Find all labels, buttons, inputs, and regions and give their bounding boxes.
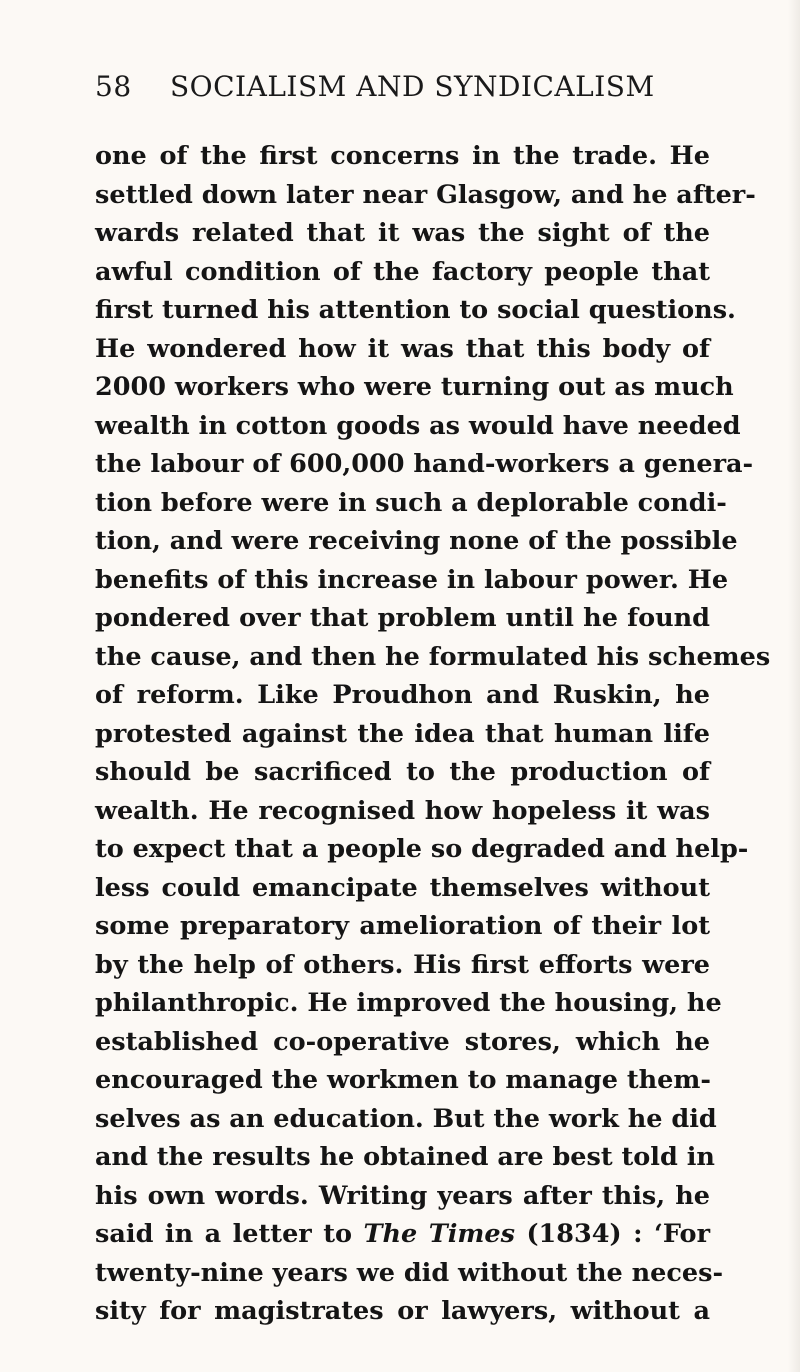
text-line: less could emancipate themselves without: [95, 872, 710, 903]
text-line: encouraged the workmen to manage them-: [95, 1065, 711, 1095]
text-line: protested against the idea that human life: [95, 718, 710, 749]
text-line: the labour of 600,000 hand-workers a genera-: [95, 449, 754, 479]
text-line: wealth in cotton goods as would have needed: [95, 410, 741, 441]
text-line: his own words. Writing years after this, he: [95, 1180, 710, 1211]
text-line: philanthropic. He improved the housing, he: [95, 988, 722, 1018]
text-line: one of the first concerns in the trade. He: [95, 141, 710, 171]
body-text: [95, 137, 771, 1331]
page-edge-shadow: [788, 0, 800, 1372]
text-line-with-citation: [95, 1215, 710, 1254]
text-line: tion before were in such a deplorable condi-: [95, 487, 727, 518]
text-fragment: (1834) : ‘For: [514, 1219, 711, 1249]
text-line: twenty-nine years we did without the neces-: [95, 1257, 724, 1288]
text-line: to expect that a people so degraded and help-: [95, 834, 749, 864]
text-line: wards related that it was the sight of the: [95, 218, 710, 248]
text-line: He wondered how it was that this body of: [95, 333, 710, 364]
text-line: sity for magistrates or lawyers, without a: [95, 1296, 710, 1326]
page-number: 58: [95, 70, 132, 103]
text-line: tion, and were receiving none of the possible: [95, 526, 738, 556]
newspaper-title: The Times: [363, 1219, 515, 1249]
text-line: of reform. Like Proudhon and Ruskin, he: [95, 680, 710, 710]
text-line: should be sacrificed to the production of: [95, 757, 710, 787]
text-line: some preparatory amelioration of their lot: [95, 911, 710, 941]
text-line: by the help of others. His first efforts were: [95, 949, 710, 980]
text-line: pondered over that problem until he found: [95, 603, 710, 633]
text-line: 2000 workers who were turning out as much: [95, 372, 734, 402]
text-fragment: said in a letter to: [95, 1219, 364, 1249]
text-line: awful condition of the factory people that: [95, 256, 710, 287]
page-header: [95, 70, 715, 110]
text-line: wealth. He recognised how hopeless it was: [95, 795, 710, 826]
text-line: first turned his attention to social questions.: [95, 295, 736, 325]
text-line: selves as an education. But the work he did: [95, 1103, 717, 1134]
text-line: settled down later near Glasgow, and he after-: [95, 179, 756, 210]
text-line: established co-operative stores, which he: [95, 1026, 710, 1057]
text-line: the cause, and then he formulated his schemes: [95, 641, 771, 672]
text-line: benefits of this increase in labour power. He: [95, 564, 729, 595]
text-line: and the results he obtained are best told in: [95, 1142, 715, 1172]
running-title: SOCIALISM AND SYNDICALISM: [170, 70, 655, 103]
